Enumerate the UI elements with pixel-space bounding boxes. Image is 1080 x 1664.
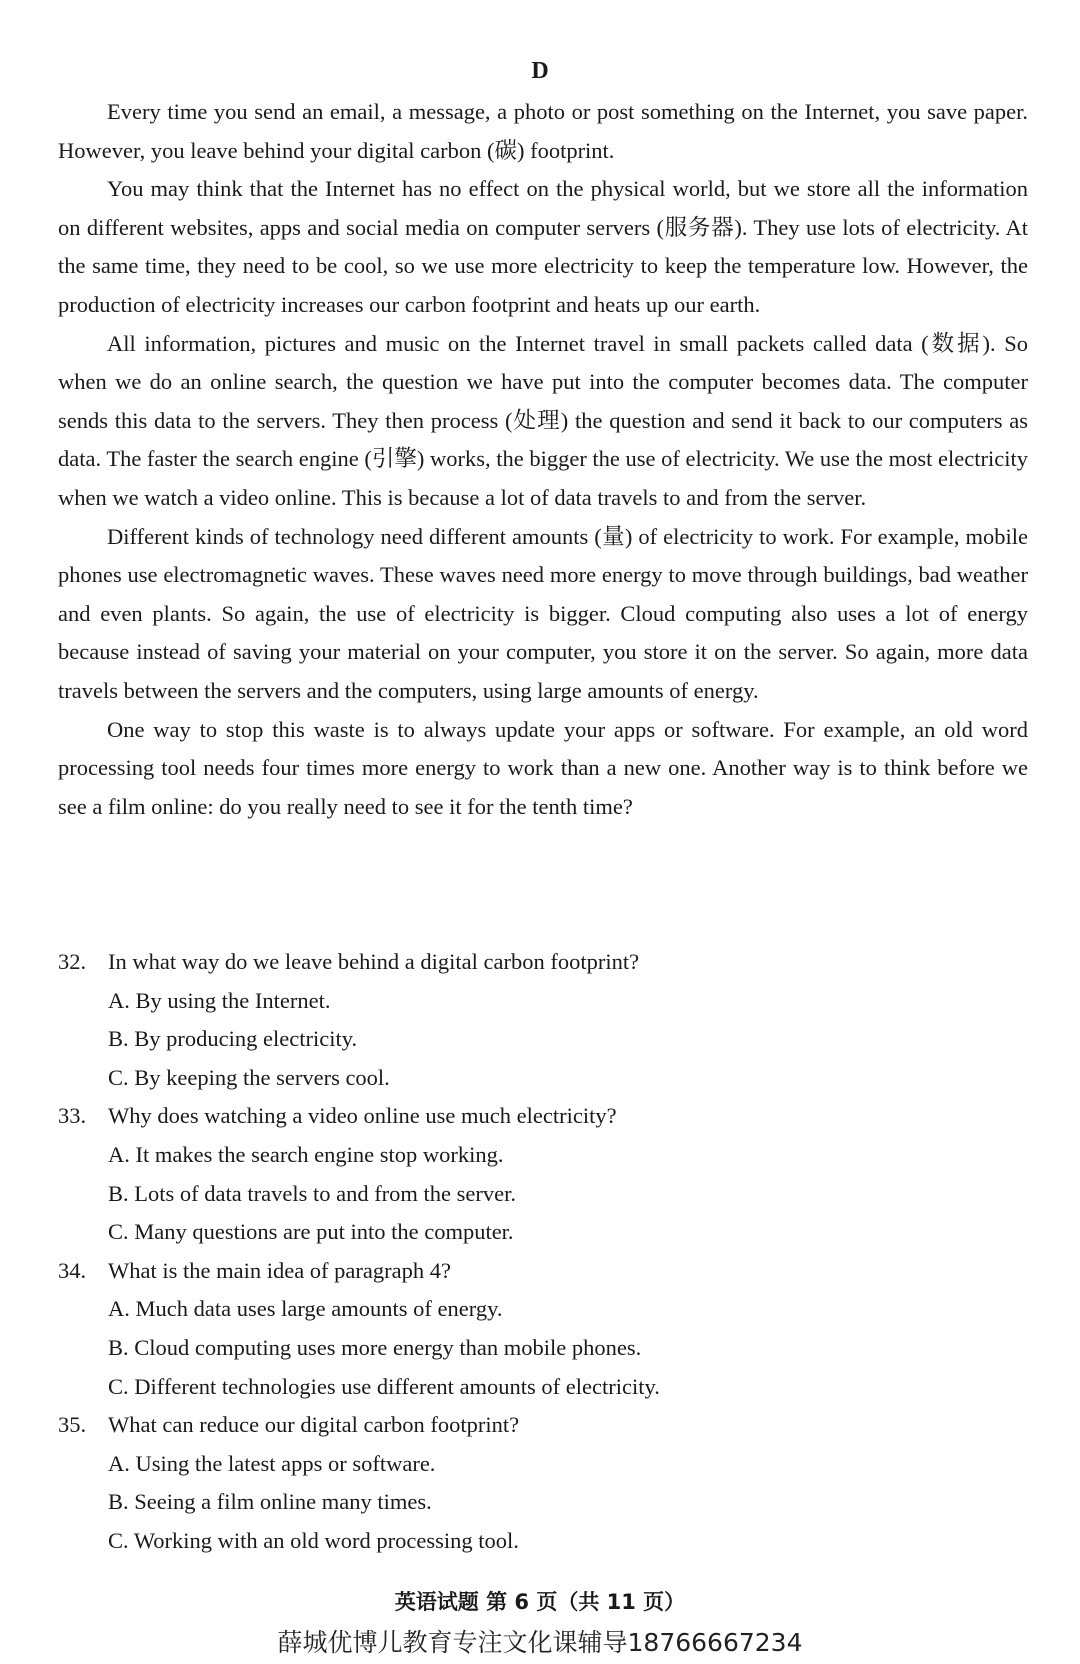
paragraph-4: Different kinds of technology need different amounts (量) of electricity to work. For example, mobile phones use electromagnetic waves. These waves need more energy to move through buildings, bad weather and even plants. So again, the use of electricity is bigger. Cloud computing also uses a lot of energy because instead of saving your material on your computer, you store it on the server. So again, more data travels between the servers and the computers, using large amounts of energy. bbox=[58, 523, 1028, 703]
question-list bbox=[58, 943, 1028, 1561]
option-a: A. It makes the search engine stop working. bbox=[108, 1141, 504, 1167]
question-stem bbox=[58, 1406, 1028, 1445]
option-a: A. By using the Internet. bbox=[108, 987, 331, 1013]
option-a: A. Using the latest apps or software. bbox=[108, 1450, 436, 1476]
question-stem bbox=[58, 1252, 1028, 1291]
option-b: B. Lots of data travels to and from the server. bbox=[108, 1180, 517, 1206]
option-c: C. Many questions are put into the computer. bbox=[108, 1219, 514, 1245]
question-stem bbox=[58, 943, 1028, 982]
option-b: B. By producing electricity. bbox=[108, 1026, 358, 1052]
paragraph-5: One way to stop this waste is to always update your apps or software. For example, an old word processing tool needs four times more energy to work than a new one. Another way is to think before we see a film online: do you really need to see it for the tenth time? bbox=[58, 716, 1028, 819]
reading-passage bbox=[58, 93, 1028, 826]
option-c: C. By keeping the servers cool. bbox=[108, 1064, 390, 1090]
question-text: What can reduce our digital carbon footprint? bbox=[108, 1412, 520, 1438]
advertisement-line: 薛城优博儿教育专注文化课辅导18766667234 bbox=[277, 1628, 803, 1657]
question-33 bbox=[58, 1097, 1028, 1251]
option-b: B. Seeing a film online many times. bbox=[108, 1489, 432, 1515]
question-text: Why does watching a video online use much electricity? bbox=[108, 1103, 617, 1129]
question-35 bbox=[58, 1406, 1028, 1560]
question-34 bbox=[58, 1252, 1028, 1406]
question-number: 35. bbox=[58, 1412, 87, 1438]
option-c: C. Different technologies use different amounts of electricity. bbox=[108, 1373, 660, 1399]
question-number: 33. bbox=[58, 1103, 87, 1129]
option-c: C. Working with an old word processing tool. bbox=[108, 1527, 519, 1553]
section-heading: D bbox=[531, 58, 549, 84]
option-a: A. Much data uses large amounts of energy. bbox=[108, 1296, 503, 1322]
question-text: What is the main idea of paragraph 4? bbox=[108, 1257, 451, 1283]
question-32 bbox=[58, 943, 1028, 1097]
question-number: 32. bbox=[58, 949, 87, 974]
paragraph-1: Every time you send an email, a message, a photo or post something on the Internet, you save paper. However, you leave behind your digital carbon (碳) footprint. bbox=[58, 99, 1028, 163]
page-footer: 英语试题 第 6 页（共 11 页） bbox=[394, 1590, 686, 1614]
question-number: 34. bbox=[58, 1257, 87, 1283]
paragraph-2: You may think that the Internet has no effect on the physical world, but we store all the information on different websites, apps and social media on computer servers (服务器). They use lots of electricity. At the same time, they need to be cool, so we use more electricity to keep the temperature low. However, the production of electricity increases our carbon footprint and heats up our earth. bbox=[58, 176, 1028, 317]
option-b: B. Cloud computing uses more energy than mobile phones. bbox=[108, 1334, 642, 1360]
question-text: In what way do we leave behind a digital carbon footprint? bbox=[108, 949, 640, 974]
question-stem bbox=[58, 1097, 1028, 1136]
paragraph-3: All information, pictures and music on the Internet travel in small packets called data (数据). So when we do an online search, the question we have put into the computer becomes data. The computer sends this data to the servers. They then process (处理) the question and send it back to our computers as data. The faster the search engine (引擎) works, the bigger the use of electricity. We use the most electricity when we watch a video online. This is because a lot of data travels to and from the server. bbox=[58, 330, 1028, 510]
